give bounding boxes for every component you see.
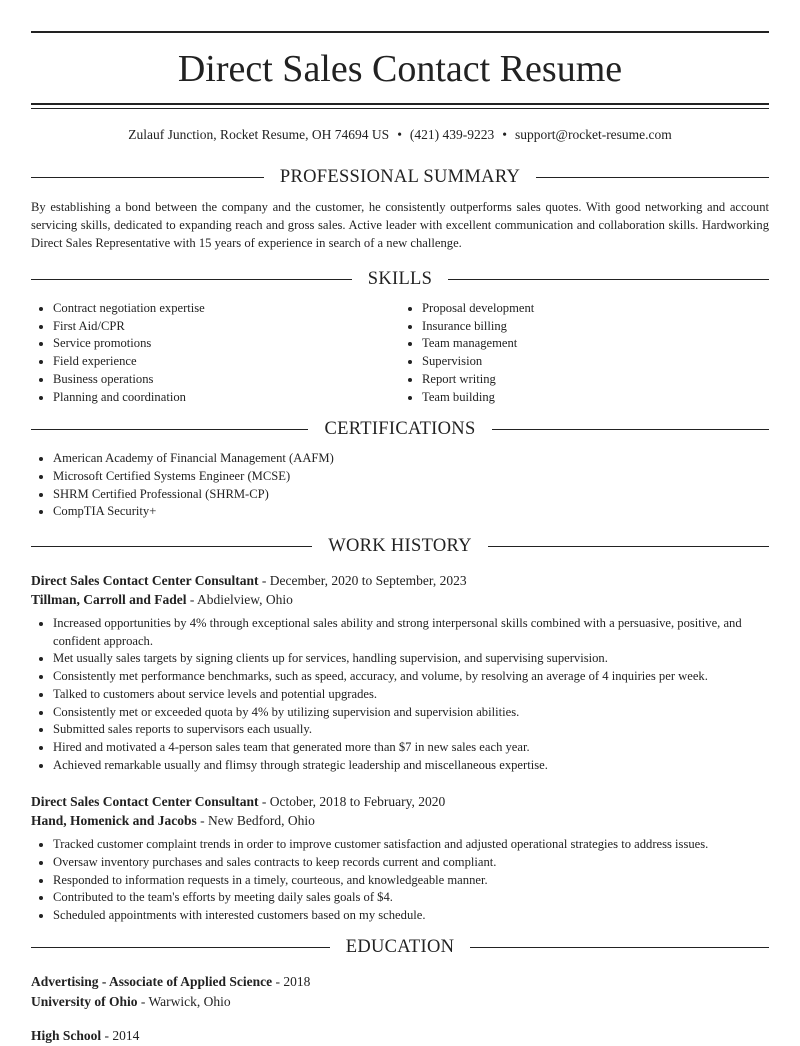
job-company: Tillman, Carroll and Fadel <box>31 592 187 608</box>
skill-item: • Planning and coordination <box>53 389 400 407</box>
heading-rule <box>31 429 308 430</box>
heading-rule <box>448 279 769 280</box>
education-year: - 2018 <box>272 973 311 989</box>
resume-page <box>31 0 769 1046</box>
skill-item: • Service promotions <box>53 335 400 353</box>
education-degree: Advertising - Associate of Applied Science <box>31 973 273 989</box>
heading-rule <box>31 177 264 178</box>
job-bullet: • Tracked customer complaint trends in order to improve customer satisfaction and adjusted operational strategies to address issues. <box>53 836 769 854</box>
education-degree: High School <box>31 1027 102 1043</box>
contact-address: Zulauf Junction, Rocket Resume, OH 74694 US <box>128 127 390 142</box>
certifications-list <box>31 450 769 521</box>
section-title: EDUCATION <box>345 937 455 958</box>
job-title-line <box>31 792 769 811</box>
education-year: - 2014 <box>101 1027 140 1043</box>
section-heading-education <box>31 937 769 959</box>
skill-item: • First Aid/CPR <box>53 318 400 336</box>
education-school: University of Ohio <box>31 993 138 1009</box>
job-bullet: • Achieved remarkable usually and flimsy through strategic leadership and miscellaneous expertise. <box>53 757 769 775</box>
certification-item: • CompTIA Security+ <box>53 503 769 521</box>
contact-phone[interactable]: (421) 439-9223 <box>409 127 495 142</box>
job-company-line <box>31 590 769 609</box>
skills-column-left <box>31 300 400 406</box>
skill-item: • Team building <box>422 389 769 407</box>
heading-rule <box>492 429 769 430</box>
certification-item: • SHRM Certified Professional (SHRM-CP) <box>53 486 769 504</box>
skill-item: • Contract negotiation expertise <box>53 300 400 318</box>
job-dates: - October, 2018 to February, 2020 <box>258 794 446 810</box>
contact-email[interactable]: support@rocket-resume.com <box>515 127 672 142</box>
separator-dot: • <box>502 127 508 142</box>
certification-item: • American Academy of Financial Management (AAFM) <box>53 450 769 468</box>
heading-rule <box>470 947 769 948</box>
job-bullet: • Met usually sales targets by signing clients up for services, handling supervision, and supervising supervision. <box>53 650 769 668</box>
education-degree-line <box>31 1026 769 1046</box>
skill-item: • Business operations <box>53 371 400 389</box>
job-title: Direct Sales Contact Center Consultant <box>31 573 259 589</box>
job-bullet: • Submitted sales reports to supervisors each usually. <box>53 721 769 739</box>
section-heading-work <box>31 535 769 557</box>
heading-rule <box>31 546 312 547</box>
job-bullet: • Increased opportunities by 4% through exceptional sales ability and strong interpersonal skills combined with a persuasive, positive, and confident approach. <box>53 615 769 650</box>
job-entry <box>31 571 769 774</box>
job-bullet: • Consistently met or exceeded quota by 4% by utilizing supervision and supervision abilities. <box>53 704 769 722</box>
separator-dot: • <box>397 127 402 142</box>
section-heading-certifications <box>31 418 769 440</box>
education-school-line <box>31 992 769 1012</box>
job-company: Hand, Homenick and Jacobs <box>31 813 197 829</box>
section-heading-skills <box>31 268 769 290</box>
education-entry <box>31 972 769 1012</box>
job-company-line <box>31 811 769 830</box>
skill-item: • Field experience <box>53 353 400 371</box>
section-title: WORK HISTORY <box>328 535 472 556</box>
job-location: - New Bedford, Ohio <box>196 813 315 829</box>
title-double-rule <box>31 103 769 109</box>
education-entry <box>31 1026 769 1046</box>
heading-rule <box>488 546 769 547</box>
skill-item: • Proposal development <box>422 300 769 318</box>
section-title: PROFESSIONAL SUMMARY <box>279 166 521 187</box>
contact-line <box>31 126 769 144</box>
skill-item: • Supervision <box>422 353 769 371</box>
job-entry <box>31 792 769 925</box>
job-bullets <box>31 615 769 774</box>
job-bullets <box>31 836 769 925</box>
job-bullet: • Hired and motivated a 4-person sales team that generated more than $7 in new sales each year. <box>53 739 769 757</box>
heading-rule <box>31 279 352 280</box>
job-bullet: • Consistently met performance benchmarks, such as speed, accuracy, and volume, by resolving an average of 4 inquiries per week. <box>53 668 769 686</box>
top-rule <box>31 31 769 33</box>
heading-rule <box>31 947 330 948</box>
job-location: - Abdielview, Ohio <box>186 592 293 608</box>
section-title: SKILLS <box>367 268 433 289</box>
job-title-line <box>31 571 769 590</box>
section-title: CERTIFICATIONS <box>324 418 476 439</box>
skills-list <box>31 300 769 406</box>
job-bullet: • Scheduled appointments with interested customers based on my schedule. <box>53 907 769 925</box>
skills-column-right <box>400 300 769 406</box>
education-degree-line <box>31 972 769 992</box>
job-dates: - December, 2020 to September, 2023 <box>258 573 467 589</box>
skill-item: • Insurance billing <box>422 318 769 336</box>
job-bullet: • Talked to customers about service levels and potential upgrades. <box>53 686 769 704</box>
education-location: - Warwick, Ohio <box>137 993 231 1009</box>
heading-rule <box>536 177 769 178</box>
summary-text: By establishing a bond between the company and the customer, he consistently outperforms sales quotes. With good networking and account servicing skills, dedicated to expanding reach and gross sales. Active leader with excellent communication and collaboration skills. Hardworking Direct Sales Representative with 15 years of experience in search of a new challenge. <box>31 200 769 250</box>
skill-item: • Report writing <box>422 371 769 389</box>
resume-title: Direct Sales Contact Resume <box>177 48 623 90</box>
job-bullet: • Responded to information requests in a timely, courteous, and knowledgeable manner. <box>53 872 769 890</box>
job-title: Direct Sales Contact Center Consultant <box>31 794 259 810</box>
section-heading-summary <box>31 166 769 188</box>
certification-item: • Microsoft Certified Systems Engineer (MCSE) <box>53 468 769 486</box>
job-bullet: • Oversaw inventory purchases and sales contracts to keep records current and compliant. <box>53 854 769 872</box>
skill-item: • Team management <box>422 335 769 353</box>
job-bullet: • Contributed to the team's efforts by meeting daily sales goals of $4. <box>53 889 769 907</box>
